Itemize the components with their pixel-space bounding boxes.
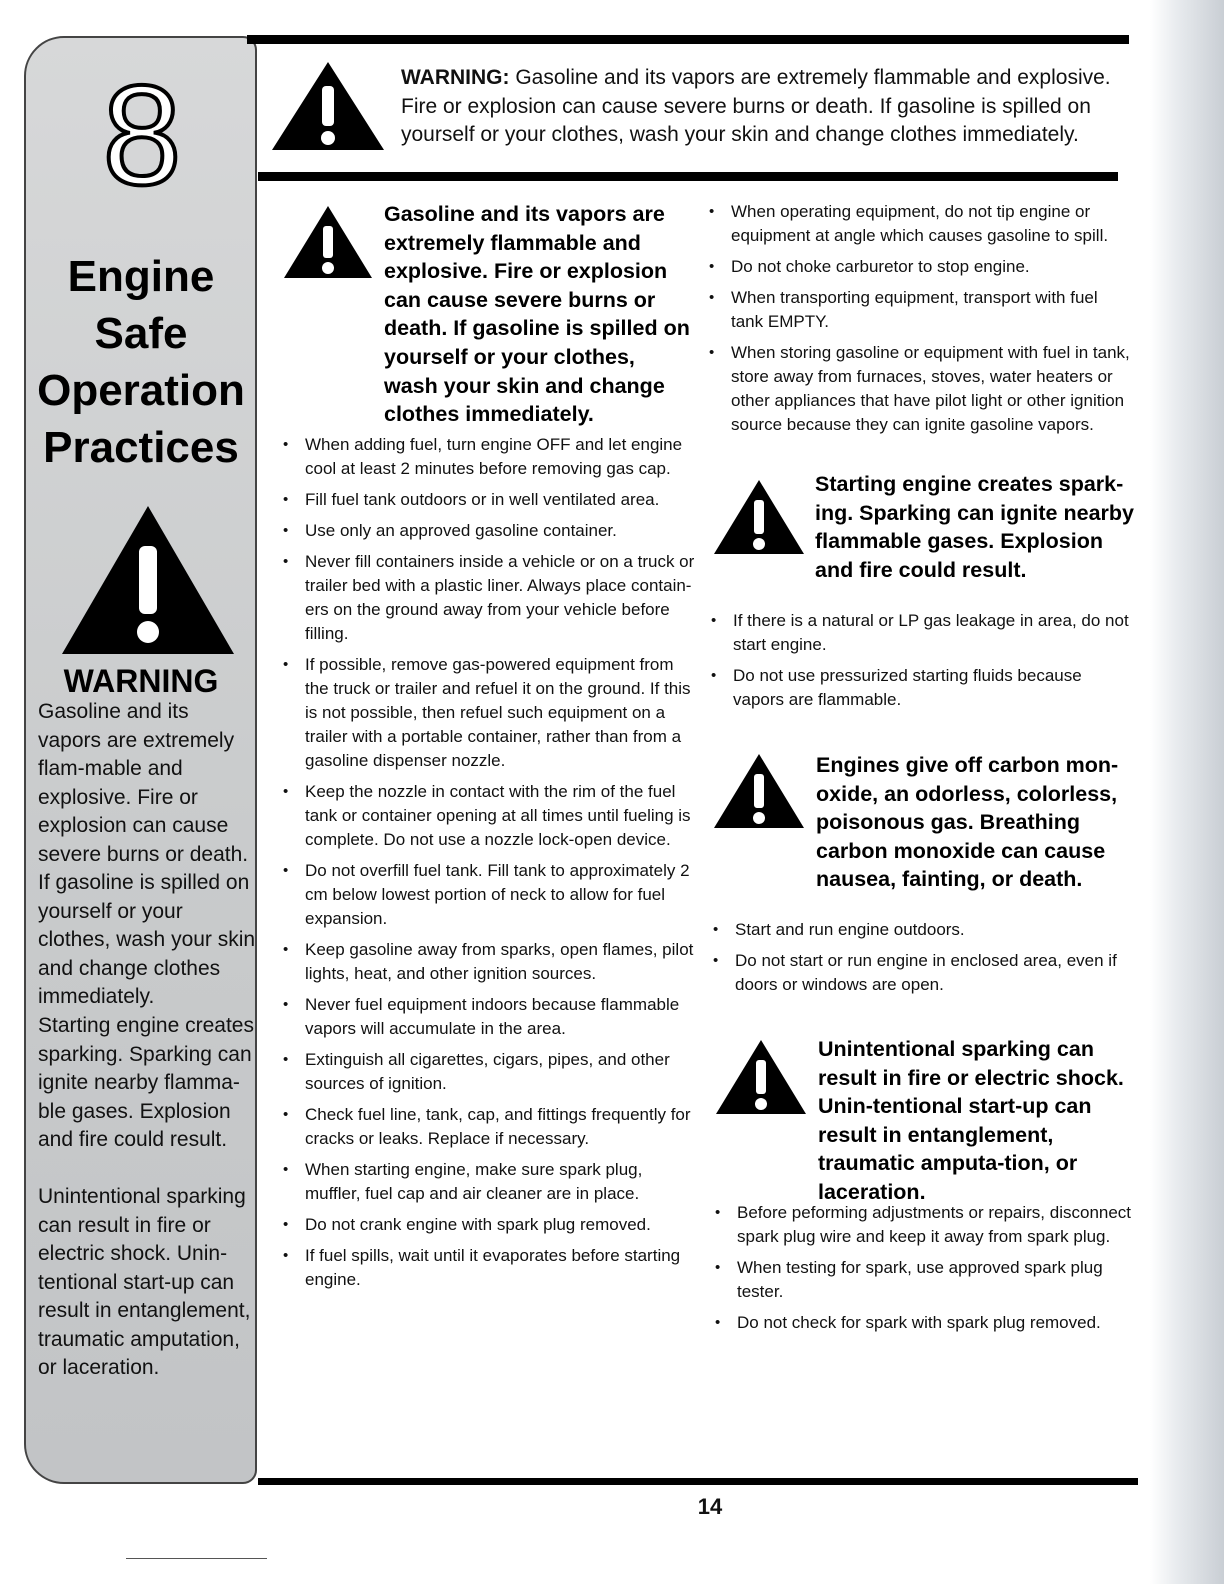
sidebar-panel bbox=[24, 36, 257, 1484]
list-item: • When adding fuel, turn engine OFF and let engine cool at least 2 minutes before removing gas cap. bbox=[280, 433, 695, 481]
list-item: • Keep the nozzle in contact with the rim of the fuel tank or container opening at all times until fueling is complete. Do not use a nozzle lock-open device. bbox=[280, 780, 695, 852]
list-item: • Do not start or run engine in enclosed area, even if doors or windows are open. bbox=[710, 949, 1130, 997]
chapter-title-line: Safe bbox=[94, 309, 188, 358]
warning-label: WARNING: bbox=[401, 66, 510, 89]
bottom-rule bbox=[258, 1478, 1138, 1485]
sparking-callout: Starting engine creates spark-ing. Sparking can ignite nearby flammable gases. Explosion and fire could result. bbox=[815, 472, 1134, 582]
list-item: • When starting engine, make sure spark plug, muffler, fuel cap and air cleaner are in place. bbox=[280, 1158, 695, 1206]
list-item: • Do not choke carburetor to stop engine. bbox=[706, 255, 1131, 279]
sidebar-warning-label: WARNING bbox=[63, 663, 219, 699]
gasoline-callout: Gasoline and its vapors are extremely flammable and explosive. Fire or explosion can cause severe burns or death. If gasoline is spilled on yourself or your clothes, wash your skin and change clothes immediately. bbox=[384, 202, 690, 427]
list-item: • Do not check for spark with spark plug removed. bbox=[712, 1311, 1137, 1335]
warning-triangle-icon bbox=[270, 60, 386, 152]
list-item: • Never fuel equipment indoors because flammable vapors will accumulate in the area. bbox=[280, 993, 695, 1041]
list-item: • When transporting equipment, transport with fuel tank EMPTY. bbox=[706, 286, 1131, 334]
list-item: • Start and run engine outdoors. bbox=[710, 918, 1130, 942]
list-item: • Use only an approved gasoline container. bbox=[280, 519, 695, 543]
top-rule bbox=[247, 35, 1129, 44]
list-item: • Do not use pressurized starting fluids because vapors are flammable. bbox=[708, 664, 1133, 712]
list-item: • If there is a natural or LP gas leakage in area, do not start engine. bbox=[708, 609, 1133, 657]
carbon-monoxide-callout: Engines give off carbon mon-oxide, an odorless, colorless, poisonous gas. Breathing carbon monoxide can cause nausea, fainting, or death. bbox=[816, 753, 1119, 892]
footer-hairline bbox=[126, 1558, 267, 1559]
sidebar-paragraph: Starting engine creates sparking. Sparking can ignite nearby flamma-ble gases. Explosion and fire could result. bbox=[38, 1014, 254, 1151]
warning-triangle-icon bbox=[712, 478, 806, 556]
chapter-title-line: Engine bbox=[67, 252, 215, 301]
list-item: • Check fuel line, tank, cap, and fittings frequently for cracks or leaks. Replace if necessary. bbox=[280, 1103, 695, 1151]
chapter-number: 8 bbox=[102, 56, 182, 215]
warning-triangle-icon bbox=[712, 752, 806, 830]
section-rule bbox=[258, 172, 1118, 181]
list-item: • When testing for spark, use approved spark plug tester. bbox=[712, 1256, 1137, 1304]
list-item: • When storing gasoline or equipment with fuel in tank, store away from furnaces, stoves, water heaters or other appliances that have pilot light or other ignition source because they can ignite gasoline vapors. bbox=[706, 341, 1131, 437]
carbon-monoxide-list bbox=[710, 918, 1130, 1004]
list-item: • Do not crank engine with spark plug removed. bbox=[280, 1213, 695, 1237]
chapter-title-line: Operation bbox=[37, 366, 245, 415]
sidebar-paragraph: Unintentional sparking can result in fire or electric shock. Unin-tentional start-up can result in entanglement, traumatic amputation, or laceration. bbox=[38, 1185, 251, 1379]
chapter-title-line: Practices bbox=[43, 423, 239, 472]
list-item: • Do not overfill fuel tank. Fill tank to approximately 2 cm below lowest portion of neck to allow for fuel expansion. bbox=[280, 859, 695, 931]
fuel-safety-list bbox=[280, 433, 695, 1299]
spark-plug-list bbox=[712, 1201, 1137, 1342]
operation-list bbox=[706, 200, 1131, 444]
list-item: • When operating equipment, do not tip engine or equipment at angle which causes gasoline to spill. bbox=[706, 200, 1131, 248]
electric-shock-callout: Unintentional sparking can result in fire or electric shock. Unin-tentional start-up can result in entanglement, traumatic amputa-tion, or laceration. bbox=[818, 1037, 1124, 1204]
top-warning-text bbox=[401, 64, 1126, 150]
list-item: • Fill fuel tank outdoors or in well ventilated area. bbox=[280, 488, 695, 512]
list-item: • Never fill containers inside a vehicle or on a truck or trailer bed with a plastic liner. Always place contain-ers on the ground away from your vehicle before filling. bbox=[280, 550, 695, 646]
warning-triangle-icon bbox=[714, 1038, 808, 1116]
warning-body: Gasoline and its vapors are extremely flammable and explosive. Fire or explosion can cause severe burns or death. If gasoline is spilled on yourself or your clothes, wash your skin and change clothes immediately. bbox=[401, 66, 1111, 146]
warning-triangle-icon bbox=[60, 502, 236, 658]
list-item: • If possible, remove gas-powered equipment from the truck or trailer and refuel it on the ground. If this is not possible, then refuel such equipment on a trailer with a portable container, rather than from a gasoline dispenser nozzle. bbox=[280, 653, 695, 773]
list-item: • If fuel spills, wait until it evaporates before starting engine. bbox=[280, 1244, 695, 1292]
page-edge-shadow bbox=[1150, 0, 1224, 1584]
page-number: 14 bbox=[697, 1494, 723, 1519]
chapter-title bbox=[26, 248, 256, 476]
sparking-list bbox=[708, 609, 1133, 719]
list-item: • Extinguish all cigarettes, cigars, pipes, and other sources of ignition. bbox=[280, 1048, 695, 1096]
list-item: • Before peforming adjustments or repairs, disconnect spark plug wire and keep it away from spark plug. bbox=[712, 1201, 1137, 1249]
warning-triangle-icon bbox=[282, 204, 374, 280]
sidebar-paragraph: Gasoline and its vapors are extremely flam-mable and explosive. Fire or explosion can cause severe burns or death. If gasoline is spilled on yourself or your clothes, wash your skin and change clothes immediately. bbox=[38, 700, 256, 1008]
list-item: • Keep gasoline away from sparks, open flames, pilot lights, heat, and other ignition sources. bbox=[280, 938, 695, 986]
